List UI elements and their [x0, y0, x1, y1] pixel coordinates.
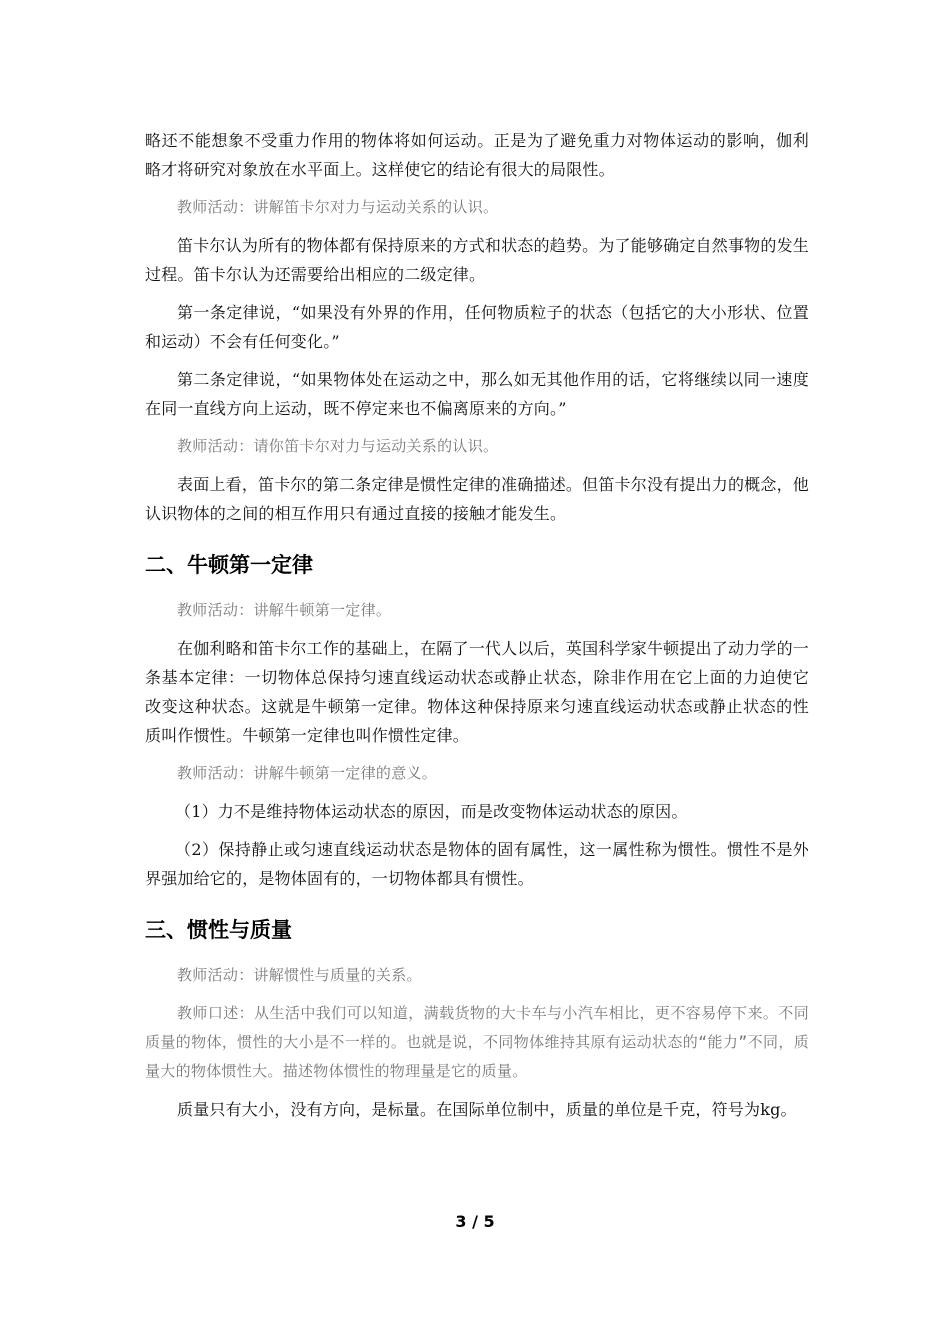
- teacher-activity-newton-lecture: 教师活动：讲解牛顿第一定律。: [177, 601, 392, 619]
- document-body: [145, 126, 809, 1133]
- paragraph-descartes-view: 笛卡尔认为所有的物体都有保持原来的方式和状态的趋势。为了能够确定自然事物的发生过程。笛卡尔认为还需要给出相应的二级定律。: [145, 236, 809, 284]
- teacher-activity-inertia-mass: 教师活动：讲解惯性与质量的关系。: [177, 966, 422, 984]
- paragraph-mass-unit: 质量只有大小，没有方向，是标量。在国际单位制中，质量的单位是千克，符号为kg。: [177, 1100, 797, 1119]
- teacher-narration-inertia: 教师口述：从生活中我们可以知道，满载货物的大卡车与小汽车相比，更不容易停下来。不同质量的物体，惯性的大小是不一样的。也就是说，不同物体维持其原有运动状态的“能力”不同，质量大的物体惯性大。描述物体惯性的物理量是它的质量。: [145, 1004, 809, 1080]
- page-number: 3 / 5: [455, 1212, 495, 1231]
- paragraph-descartes-summary: 表面上看，笛卡尔的第二条定律是惯性定律的准确描述。但笛卡尔没有提出力的概念，他认识物体的之间的相互作用只有通过直接的接触才能发生。: [145, 475, 809, 523]
- paragraph-galileo-limitation: 略还不能想象不受重力作用的物体将如何运动。正是为了避免重力对物体运动的影响，伽利略才将研究对象放在水平面上。这样使它的结论有很大的局限性。: [145, 131, 809, 179]
- teacher-activity-descartes-lecture: 教师活动：讲解笛卡尔对力与运动关系的认识。: [177, 198, 499, 216]
- teacher-activity-newton-significance: 教师活动：讲解牛顿第一定律的意义。: [177, 764, 438, 782]
- list-item-inertia-property: （2）保持静止或匀速直线运动状态是物体的固有属性，这一属性称为惯性。惯性不是外界强加给它的，是物体固有的，一切物体都具有惯性。: [145, 840, 809, 888]
- paragraph-newton-first-law: 在伽利略和笛卡尔工作的基础上，在隔了一代人以后，英国科学家牛顿提出了动力学的一条基本定律：一切物体总保持匀速直线运动状态或静止状态，除非作用在它上面的力迫使它改变这种状态。这就是牛顿第一定律。物体这种保持原来匀速直线运动状态或静止状态的性质叫作惯性。牛顿第一定律也叫作惯性定律。: [145, 639, 809, 745]
- section-heading-newton-first-law: 二、牛顿第一定律: [145, 553, 313, 577]
- list-item-force-cause: （1）力不是维持物体运动状态的原因，而是改变物体运动状态的原因。: [175, 802, 688, 821]
- paragraph-second-law: 第二条定律说，“如果物体处在运动之中，那么如无其他作用的话，它将继续以同一速度在同一直线方向上运动，既不停定来也不偏离原来的方向。”: [145, 370, 809, 418]
- teacher-activity-descartes-question: 教师活动：请你笛卡尔对力与运动关系的认识。: [177, 437, 499, 455]
- section-heading-inertia-mass: 三、惯性与质量: [145, 918, 292, 942]
- paragraph-first-law: 第一条定律说，“如果没有外界的作用，任何物质粒子的状态（包括它的大小形状、位置和运动）不会有任何变化。”: [145, 303, 809, 351]
